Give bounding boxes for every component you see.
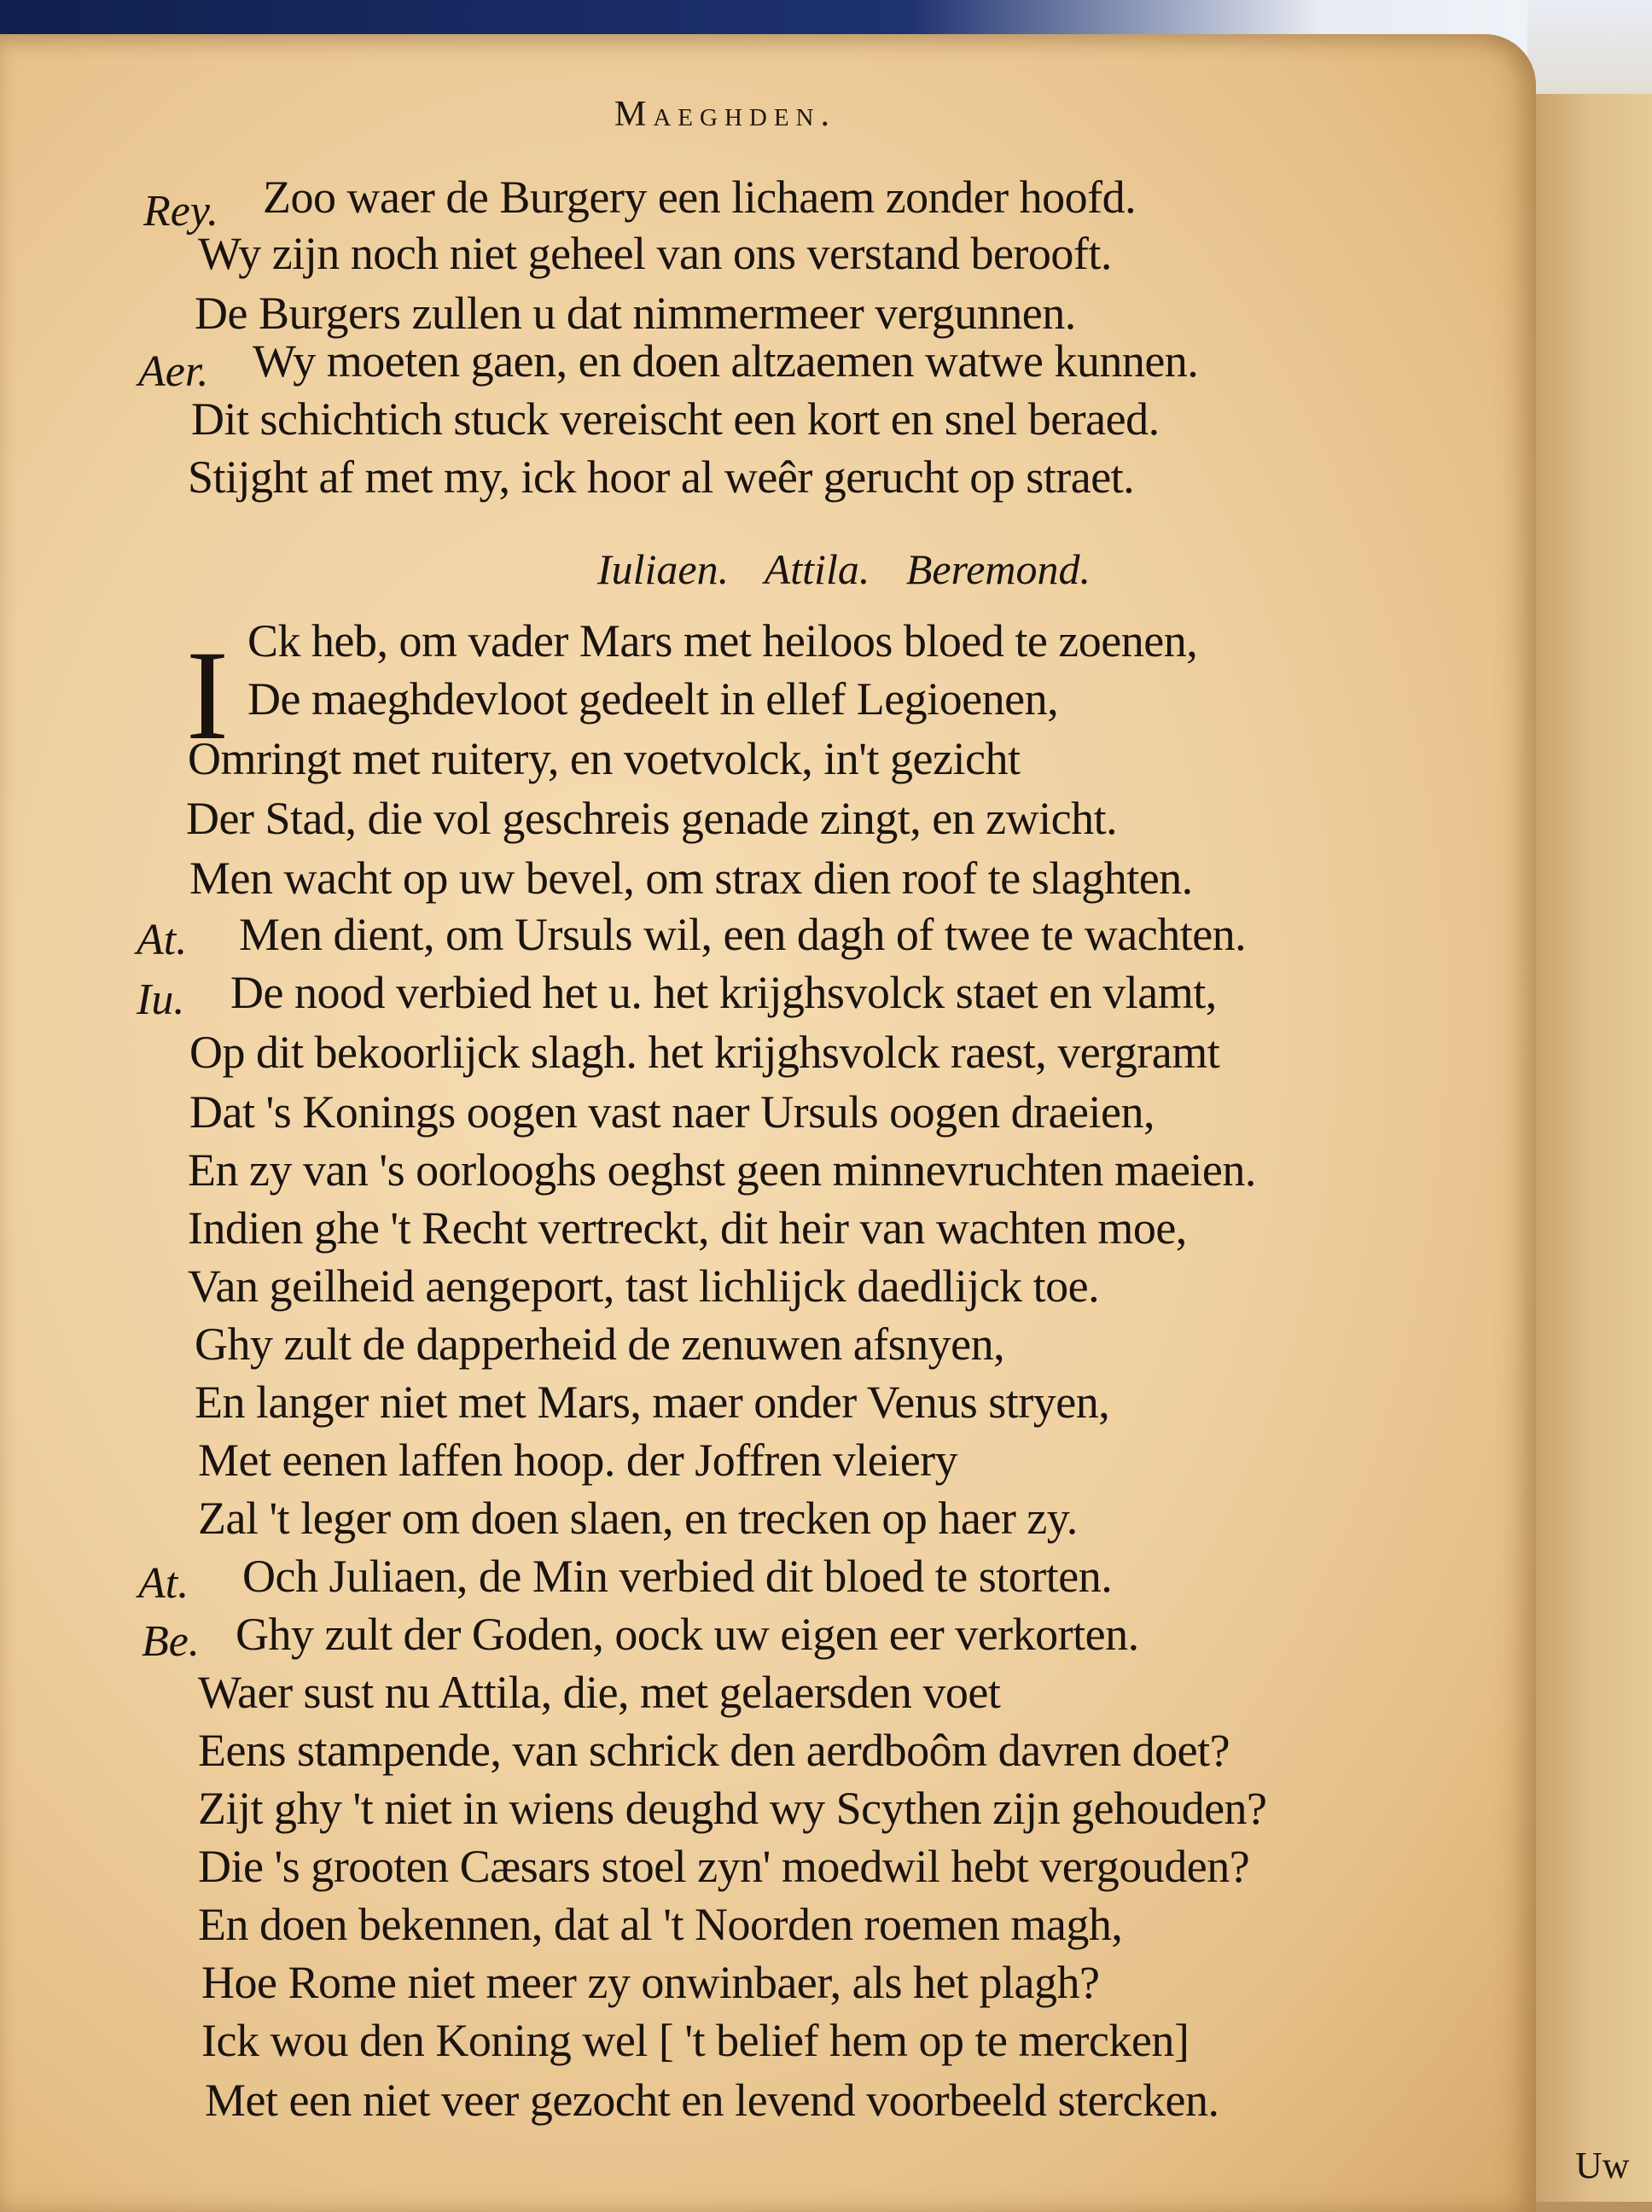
verse-line: Met eenen laffen hoop. der Joffren vleiery bbox=[198, 1435, 958, 1486]
verse-line: En doen bekennen, dat al 't Noorden roemen magh, bbox=[198, 1899, 1123, 1950]
verse-line: Eens stampende, van schrick den aerdboôm davren doet? bbox=[198, 1725, 1230, 1776]
speaker-label: At. bbox=[137, 916, 188, 964]
verse-line: Der Stad, die vol geschreis genade zingt, en zwicht. bbox=[186, 793, 1118, 844]
verse-line: Och Juliaen, de Min verbied dit bloed te storten. bbox=[242, 1551, 1113, 1602]
verse-line: En zy van 's oorlooghs oeghst geen minnevruchten maeien. bbox=[188, 1144, 1256, 1196]
verse-line: Men wacht op uw bevel, om strax dien roof te slaghten. bbox=[189, 853, 1193, 904]
verse-line: Wy moeten gaen, en doen altzaemen watwe kunnen. bbox=[253, 335, 1199, 387]
verse-line: De maeghdevloot gedeelt in ellef Legioenen, bbox=[247, 673, 1059, 725]
verse-line: Zoo waer de Burgery een lichaem zonder hoofd. bbox=[263, 172, 1137, 223]
verse-line: Stijght af met my, ick hoor al weêr gerucht op straet. bbox=[188, 451, 1135, 503]
verse-line: Dit schichtich stuck vereischt een kort en snel beraed. bbox=[191, 393, 1160, 445]
verse-line: Met een niet veer gezocht en levend voorbeeld stercken. bbox=[205, 2075, 1219, 2126]
speaker-label: At. bbox=[138, 1559, 189, 1608]
running-head: Maeghden. bbox=[614, 95, 836, 134]
verse-line: Indien ghe 't Recht vertreckt, dit heir van wachten moe, bbox=[188, 1202, 1187, 1254]
speaker-label: Aer. bbox=[138, 347, 209, 396]
facing-page-edge bbox=[1532, 94, 1652, 2202]
verse-line: Ghy zult de dapperheid de zenuwen afsnyen, bbox=[195, 1318, 1005, 1370]
catchword: Uw bbox=[1575, 2145, 1630, 2186]
speaker-label: Iu. bbox=[137, 975, 185, 1024]
verse-line: Omringt met ruitery, en voetvolck, in't gezicht bbox=[188, 733, 1021, 784]
verse-line: Zijt ghy 't niet in wiens deughd wy Scythen zijn gehouden? bbox=[198, 1783, 1267, 1834]
verse-line: Ck heb, om vader Mars met heiloos bloed te zoenen, bbox=[247, 615, 1198, 667]
verse-line: Die 's grooten Cæsars stoel zyn' moedwil hebt vergouden? bbox=[198, 1841, 1250, 1892]
verse-line: De nood verbied het u. het krijghsvolck staet en vlamt, bbox=[230, 967, 1217, 1018]
verse-line: Ghy zult der Goden, oock uw eigen eer verkorten. bbox=[236, 1609, 1139, 1660]
speaker-label: Be. bbox=[142, 1617, 200, 1666]
verse-line: Waer sust nu Attila, die, met gelaersden voet bbox=[198, 1667, 1001, 1718]
verse-line: Ick wou den Koning wel [ 't belief hem op te mercken] bbox=[201, 2015, 1190, 2066]
verse-line: En langer niet met Mars, maer onder Venus stryen, bbox=[195, 1377, 1110, 1428]
verse-line: Zal 't leger om doen slaen, en trecken op haer zy. bbox=[198, 1493, 1078, 1544]
book-page bbox=[0, 34, 1536, 2212]
verse-line: Van geilheid aengeport, tast lichlijck daedlijck toe. bbox=[188, 1260, 1100, 1312]
speaker-label: Rey. bbox=[143, 187, 219, 236]
verse-line: Men dient, om Ursuls wil, een dagh of twee te wachten. bbox=[239, 909, 1247, 960]
verse-line: Op dit bekoorlijck slagh. het krijghsvolck raest, vergramt bbox=[189, 1027, 1220, 1078]
verse-line: Hoe Rome niet meer zy onwinbaer, als het plagh? bbox=[201, 1957, 1100, 2008]
scene-heading: Iuliaen. Attila. Beremond. bbox=[597, 545, 1091, 593]
verse-line: De Burgers zullen u dat nimmermeer vergunnen. bbox=[195, 288, 1076, 339]
verse-line: Wy zijn noch niet geheel van ons verstand berooft. bbox=[198, 228, 1112, 279]
drop-cap: I bbox=[186, 625, 229, 766]
verse-line: Dat 's Konings oogen vast naer Ursuls oogen draeien, bbox=[189, 1086, 1155, 1138]
